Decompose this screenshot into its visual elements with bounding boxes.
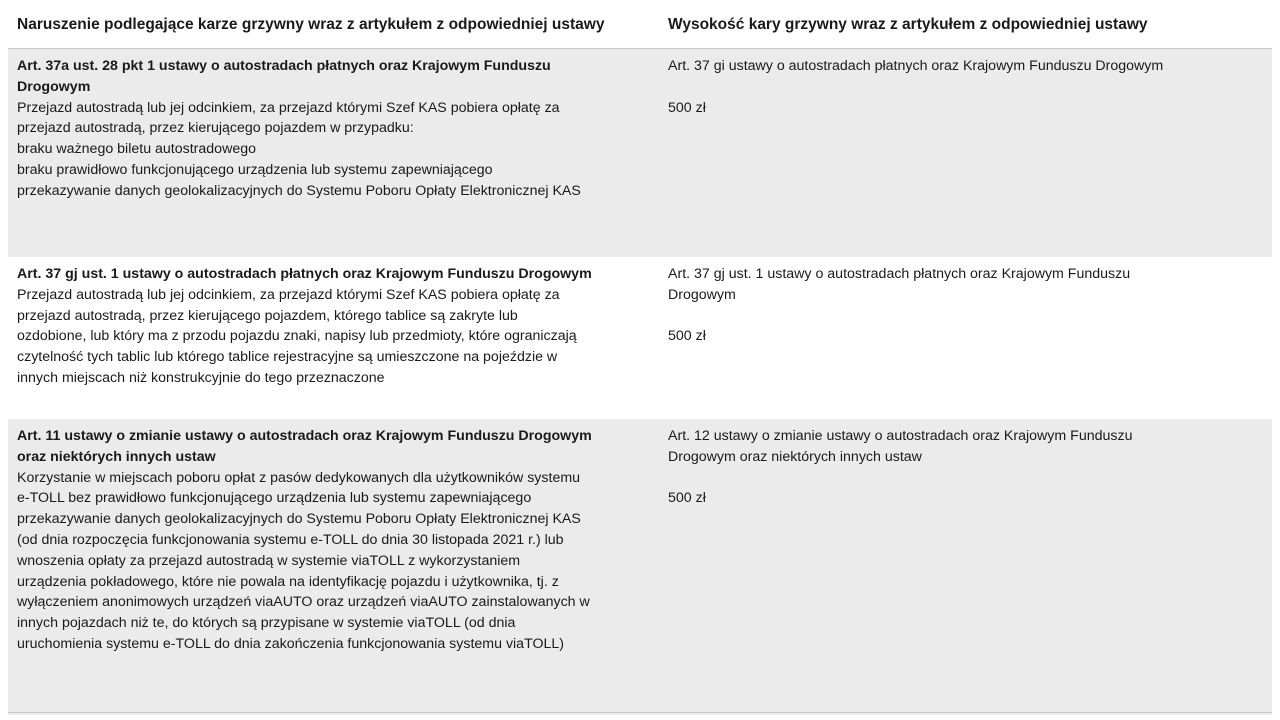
violation-title: Art. 11 ustawy o zmianie ustawy o autostradach oraz Krajowym Funduszu Drogowym (17, 428, 592, 444)
table-row (8, 419, 1272, 715)
table-row (8, 49, 1272, 257)
violation-text: uruchomienia systemu e-TOLL do dnia zakończenia funkcjonowania systemu viaTOLL) (17, 635, 565, 652)
penalty-cell (658, 257, 1272, 419)
violation-title: Art. 37 gj ust. 1 ustawy o autostradach płatnych oraz Krajowym Funduszu Drogowym (17, 266, 592, 282)
header-violation: Naruszenie podlegające karze grzywny wraz z artykułem z odpowiedniej ustawy (17, 16, 605, 33)
penalty-article: Drogowym (668, 286, 736, 303)
violation-text: Przejazd autostradą lub jej odcinkiem, za przejazd którymi Szef KAS pobiera opłatę za (17, 99, 560, 116)
violation-text: przekazywanie danych geolokalizacyjnych do Systemu Poboru Opłaty Elektronicznej KAS (17, 511, 581, 528)
table-row (8, 257, 1272, 419)
violation-title: oraz niektórych innych ustaw (17, 448, 216, 465)
violation-text: przejazd autostradą, przez kierującego pojazdem w przypadku: (17, 120, 414, 137)
violation-text: (od dnia rozpoczęcia funkcjonowania systemu e-TOLL do dnia 30 listopada 2021 r.) lub (17, 531, 564, 548)
violation-title: Drogowym (17, 78, 91, 95)
violation-text: urządzenia pokładowego, które nie powala na identyfikację pojazdu i użytkownika, tj. z (17, 573, 559, 590)
header-penalty: Wysokość kary grzywny wraz z artykułem z odpowiedniej ustawy (668, 16, 1148, 33)
table-bottom-rule (8, 712, 1272, 713)
violation-text: e-TOLL bez prawidłowo funkcjonującego urządzenia lub systemu zapewniającego (17, 490, 532, 507)
penalty-cell (658, 49, 1272, 257)
violation-cell (8, 257, 658, 419)
table-header (8, 8, 1272, 49)
violation-title: Art. 37a ust. 28 pkt 1 ustawy o autostradach płatnych oraz Krajowym Funduszu (17, 58, 551, 74)
penalty-amount: 500 zł (668, 99, 706, 116)
violation-text: innych pojazdach niż te, do których są przypisane w systemie viaTOLL (od dnia (17, 615, 516, 632)
violation-text: wnoszenia opłaty za przejazd autostradą w systemie viaTOLL z wykorzystaniem (17, 552, 521, 569)
penalty-article: Art. 37 gj ust. 1 ustawy o autostradach płatnych oraz Krajowym Funduszu (668, 266, 1131, 282)
violation-text: wyłączeniem anonimowych urządzeń viaAUTO oraz urządzeń viaAUTO zainstalowanych w (17, 594, 590, 611)
penalty-table (8, 8, 1272, 715)
violation-cell (8, 419, 658, 715)
violation-text: czytelność tych tablic lub którego tablice rejestracyjne są umieszczone na pojeździe w (17, 349, 558, 366)
violation-text: ozdobione, lub który ma z przodu pojazdu znaki, napisy lub przedmioty, które ograniczają (17, 328, 577, 345)
violation-text: przekazywanie danych geolokalizacyjnych do Systemu Poboru Opłaty Elektronicznej KAS (17, 182, 581, 199)
penalty-amount: 500 zł (668, 328, 706, 345)
violation-text: braku ważnego biletu autostradowego (17, 141, 256, 158)
violation-text: innych miejscach niż konstrukcyjnie do tego przeznaczone (17, 369, 385, 386)
penalty-article: Drogowym oraz niektórych innych ustaw (668, 448, 922, 465)
penalty-amount: 500 zł (668, 490, 706, 507)
violation-cell (8, 49, 658, 257)
violation-text: Korzystanie w miejscach poboru opłat z pasów dedykowanych dla użytkowników systemu (17, 469, 581, 486)
violation-text: przejazd autostradą, przez kierującego pojazdem, którego tablice są zakryte lub (17, 307, 518, 324)
violation-text: Przejazd autostradą lub jej odcinkiem, za przejazd którymi Szef KAS pobiera opłatę za (17, 286, 560, 303)
violation-text: braku prawidłowo funkcjonującego urządzenia lub systemu zapewniającego (17, 161, 493, 178)
penalty-article: Art. 37 gi ustawy o autostradach płatnych oraz Krajowym Funduszu Drogowym (668, 58, 1164, 74)
penalty-cell (658, 419, 1272, 715)
penalty-article: Art. 12 ustawy o zmianie ustawy o autostradach oraz Krajowym Funduszu (668, 428, 1133, 444)
